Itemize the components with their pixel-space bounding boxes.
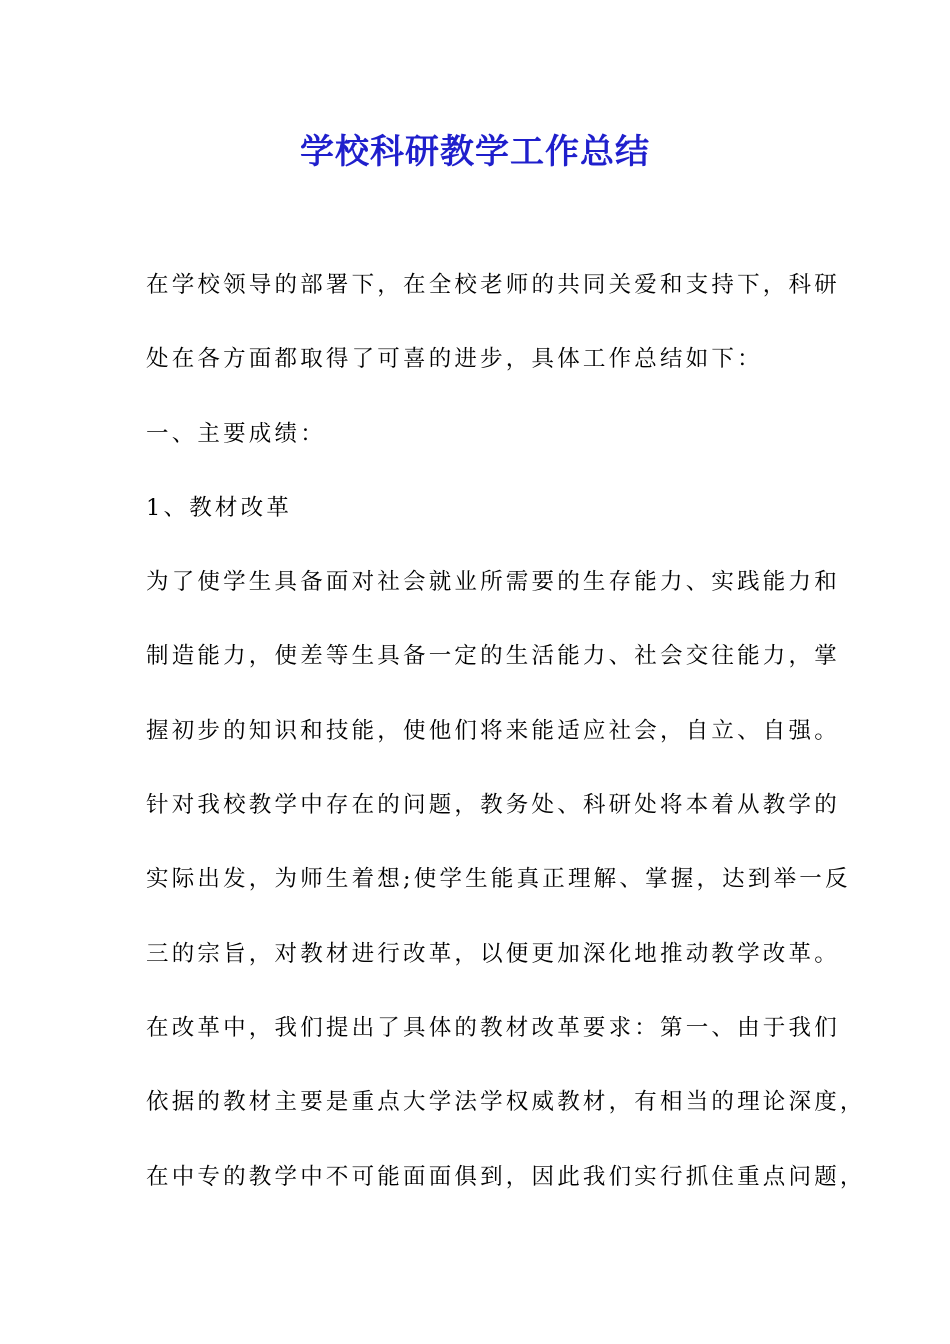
text-line: 制造能力，使差等生具备一定的生活能力、社会交往能力，掌 [146,643,840,670]
text-line: 针对我校教学中存在的问题，教务处、科研处将本着从教学的 [146,792,840,819]
text-line: 处在各方面都取得了可喜的进步，具体工作总结如下： [146,346,763,373]
text-line: 在中专的教学中不可能面面俱到，因此我们实行抓住重点问题， [146,1163,866,1190]
subsection-heading: 1、教材改革 [146,494,293,521]
text-line: 在学校领导的部署下，在全校老师的共同关爱和支持下，科研 [146,272,840,298]
document-body [146,258,866,1224]
text-line: 实际出发，为师生着想;使学生能真正理解、掌握，达到举一反 [146,866,851,893]
text-line: 在改革中，我们提出了具体的教材改革要求：第一、由于我们 [146,1014,840,1041]
section-heading: 一、主要成绩： [146,420,326,447]
text-line: 为了使学生具备面对社会就业所需要的生存能力、实践能力和 [146,569,840,596]
text-line: 三的宗旨，对教材进行改革，以便更加深化地推动教学改革。 [146,940,840,967]
document-title: 学校科研教学工作总结 [300,132,650,172]
text-line: 握初步的知识和技能，使他们将来能适应社会，自立、自强。 [146,717,840,744]
text-line: 依据的教材主要是重点大学法学权威教材，有相当的理论深度， [146,1089,866,1116]
